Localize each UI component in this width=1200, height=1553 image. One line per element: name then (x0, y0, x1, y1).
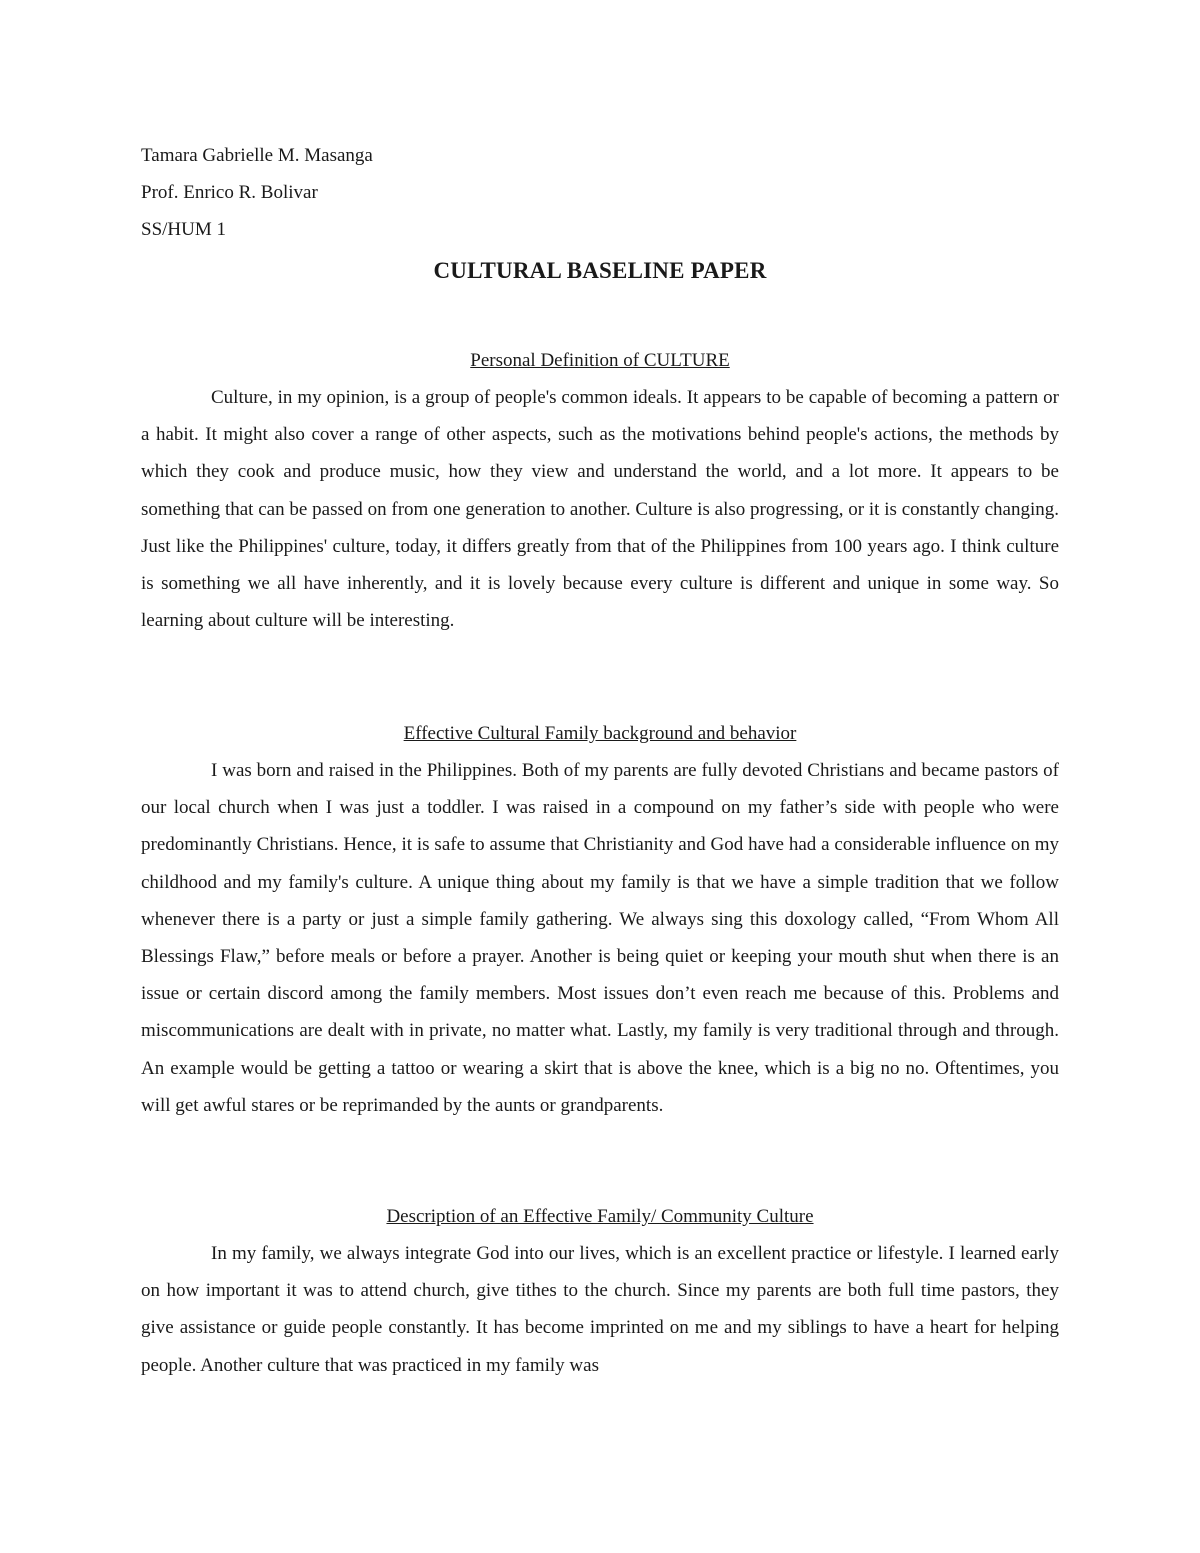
author-name: Tamara Gabrielle M. Masanga (141, 145, 373, 166)
section-heading: Effective Cultural Family background and behavior (403, 723, 797, 744)
paper-title: CULTURAL BASELINE PAPER (433, 258, 767, 283)
section-heading: Personal Definition of CULTURE (470, 350, 730, 371)
course-code: SS/HUM 1 (141, 219, 226, 240)
section-paragraph: I was born and raised in the Philippines. Both of my parents are fully devoted Christians and became pastors of our local church when I was just a toddler. I was raised in a compound on my father’s side with people who were predominantly Christians. Hence, it is safe to assume that Christianity and God have had a considerable influence on my childhood and my family's culture. A unique thing about my family is that we have a simple tradition that we follow whenever there is a party or just a simple family gathering. We always sing this doxology called, “From Whom All Blessings Flaw,” before meals or before a prayer. Another is being quiet or keeping your mouth shut when there is an issue or certain discord among the family members. Most issues don’t even reach me because of this. Problems and miscommunications are dealt with in private, no matter what. Lastly, my family is very traditional through and through. An example would be getting a tattoo or wearing a skirt that is above the knee, which is a big no no. Oftentimes, you will get awful stares or be reprimanded by the aunts or grandparents. (141, 760, 1059, 1116)
section-heading: Description of an Effective Family/ Community Culture (386, 1206, 814, 1227)
professor-name: Prof. Enrico R. Bolivar (141, 182, 318, 203)
section-paragraph: In my family, we always integrate God into our lives, which is an excellent practice or lifestyle. I learned early on how important it was to attend church, give tithes to the church. Since my parents are both full time pastors, they give assistance or guide people constantly. It has become imprinted on me and my siblings to have a heart for helping people. Another culture that was practiced in my family was (141, 1243, 1059, 1376)
section-personal-definition (141, 342, 1059, 639)
section-paragraph: Culture, in my opinion, is a group of people's common ideals. It appears to be capable of becoming a pattern or a habit. It might also cover a range of other aspects, such as the motivations behind people's actions, the methods by which they cook and produce music, how they view and understand the world, and a lot more. It appears to be something that can be passed on from one generation to another. Culture is also progressing, or it is constantly changing. Just like the Philippines' culture, today, it differs greatly from that of the Philippines from 100 years ago. I think culture is something we all have inherently, and it is lovely because every culture is different and unique in some way. So learning about culture will be interesting. (141, 387, 1059, 632)
section-community-culture (141, 1198, 1059, 1384)
section-family-background (141, 715, 1059, 1124)
